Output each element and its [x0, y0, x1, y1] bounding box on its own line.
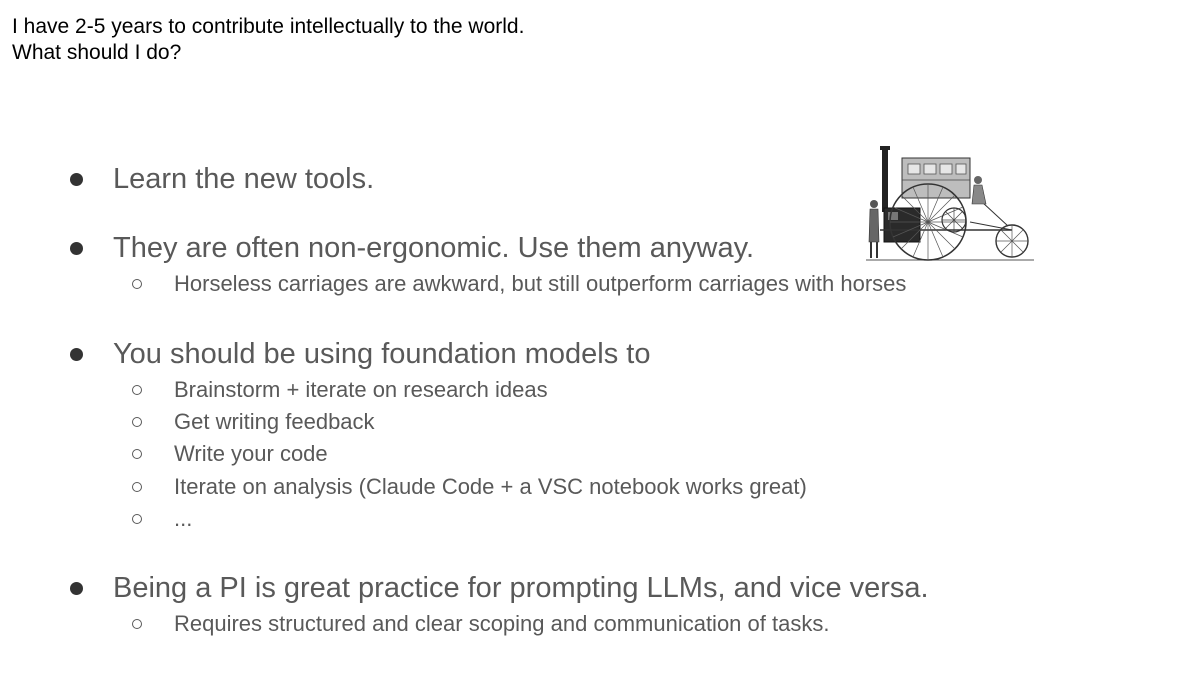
sub-bullet-text: Iterate on analysis (Claude Code + a VSC notebook works great) — [174, 474, 807, 499]
sub-bullet-circle — [132, 514, 142, 524]
sub-bullet-circle — [132, 279, 142, 289]
bullet-dot — [70, 173, 83, 186]
slide-heading-line-2: What should I do? — [12, 41, 182, 64]
sub-bullet-circle — [132, 619, 142, 629]
steam-carriage-icon — [862, 142, 1038, 268]
bullet-text: They are often non-ergonomic. Use them anyway. — [113, 232, 755, 264]
bullet-dot — [70, 348, 83, 361]
sub-bullet-circle — [132, 385, 142, 395]
sub-bullet-circle — [132, 417, 142, 427]
sub-bullet-text: Brainstorm + iterate on research ideas — [174, 377, 548, 402]
bullet-text: Learn the new tools. — [113, 163, 375, 195]
bullet-text: You should be using foundation models to — [113, 338, 651, 370]
bullet-dot — [70, 582, 83, 595]
sub-bullet-circle — [132, 482, 142, 492]
sub-bullet-text: Get writing feedback — [174, 409, 375, 434]
sub-bullet-text: Horseless carriages are awkward, but still outperform carriages with horses — [174, 271, 907, 296]
bullet-text: Being a PI is great practice for prompting LLMs, and vice versa. — [113, 572, 929, 604]
slide-heading-line-1: I have 2-5 years to contribute intellectually to the world. — [12, 15, 525, 38]
sub-bullet-circle — [132, 449, 142, 459]
bullet-dot — [70, 242, 83, 255]
sub-bullet-text: Requires structured and clear scoping and communication of tasks. — [174, 611, 830, 636]
slide-heading — [12, 14, 524, 66]
sub-bullet-text: ... — [174, 506, 193, 531]
sub-bullet-text: Write your code — [174, 441, 328, 466]
